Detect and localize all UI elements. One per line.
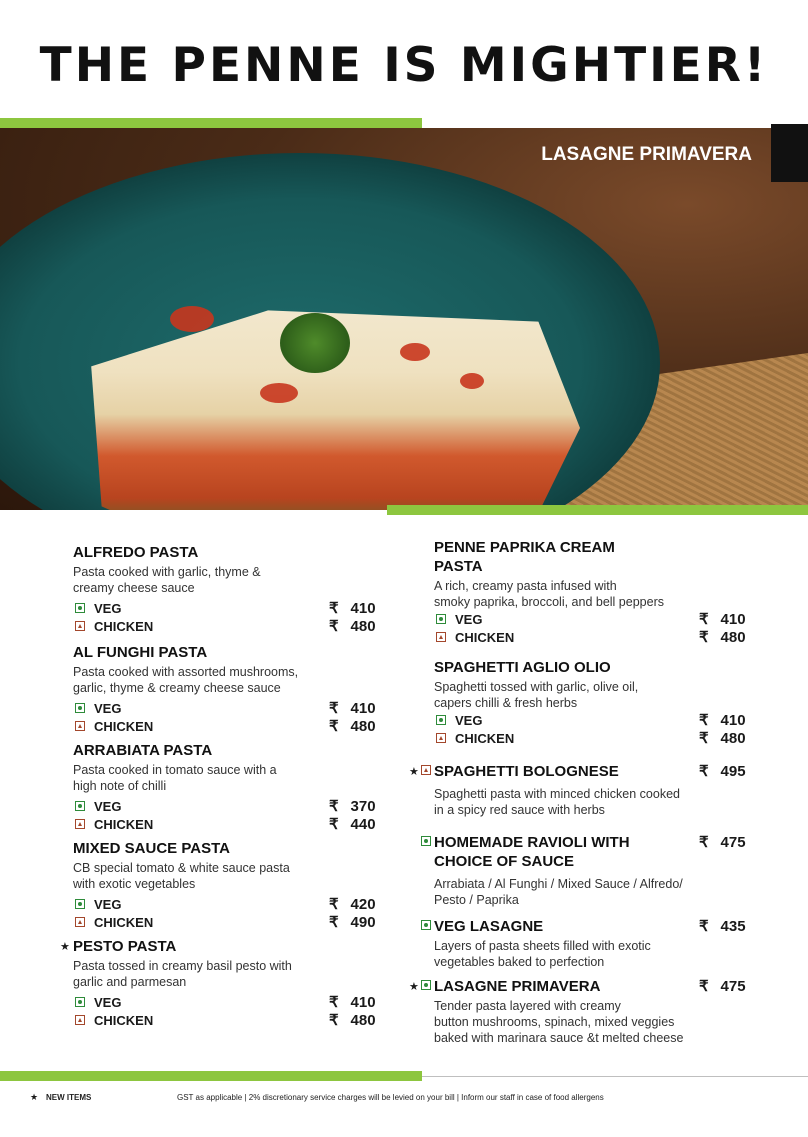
item-title: PENNE PAPRIKA CREAM PASTA <box>434 539 615 575</box>
variant-veg: VEG ₹ 410 <box>434 711 754 729</box>
variant-chicken: CHICKEN ₹ 480 <box>73 1011 393 1029</box>
item-description: CB special tomato & white sauce pasta with exotic vegetables <box>73 861 290 891</box>
item-description: A rich, creamy pasta infused with smoky paprika, broccoli, and bell peppers <box>434 579 664 609</box>
item-description: Spaghetti pasta with minced chicken cooked in a spicy red sauce with herbs <box>434 787 680 817</box>
nonveg-symbol-icon <box>436 632 446 642</box>
veg-symbol-icon <box>75 703 85 713</box>
bottom-accent-bar <box>0 1071 422 1081</box>
new-item-star-icon: ★ <box>409 981 419 993</box>
menu-item-arrabiata <box>73 741 393 833</box>
item-title: LASAGNE PRIMAVERA <box>434 978 601 995</box>
veg-symbol-icon <box>436 614 446 624</box>
item-title: ARRABIATA PASTA <box>73 742 213 759</box>
variant-chicken: CHICKEN ₹ 480 <box>434 729 754 747</box>
hero-dish-label: LASAGNE PRIMAVERA <box>541 144 752 165</box>
item-description: Layers of pasta sheets filled with exotic vegetables baked to perfection <box>434 939 651 969</box>
menu-item-aglio-olio <box>434 658 754 747</box>
parsley-garnish <box>280 313 350 373</box>
nonveg-symbol-icon <box>421 765 431 775</box>
variant-chicken: CHICKEN ₹ 440 <box>73 815 393 833</box>
item-description: Pasta cooked in tomato sauce with a high note of chilli <box>73 763 277 793</box>
corner-tab <box>771 124 808 182</box>
item-description: Pasta tossed in creamy basil pesto with garlic and parmesan <box>73 959 292 989</box>
nonveg-symbol-icon <box>75 819 85 829</box>
item-title: ALFREDO PASTA <box>73 544 199 561</box>
top-accent-bar <box>0 118 422 128</box>
item-description: Pasta cooked with garlic, thyme & creamy cheese sauce <box>73 565 261 595</box>
item-description: Spaghetti tossed with garlic, olive oil, capers chilli & fresh herbs <box>434 680 639 710</box>
new-items-legend: NEW ITEMS <box>46 1093 92 1102</box>
item-title: SPAGHETTI AGLIO OLIO <box>434 659 611 676</box>
menu-item-penne-paprika <box>434 538 754 646</box>
item-description: Pasta cooked with assorted mushrooms, garlic, thyme & creamy cheese sauce <box>73 665 299 695</box>
veg-symbol-icon <box>421 980 431 990</box>
sauce-dab <box>170 306 214 332</box>
nonveg-symbol-icon <box>75 621 85 631</box>
nonveg-symbol-icon <box>75 917 85 927</box>
menu-item-mixed-sauce <box>73 839 393 931</box>
item-price: ₹ 475 <box>699 834 746 851</box>
veg-symbol-icon <box>75 899 85 909</box>
veg-symbol-icon <box>421 836 431 846</box>
veg-symbol-icon <box>436 715 446 725</box>
item-price: ₹ 495 <box>699 763 746 780</box>
variant-veg: VEG ₹ 410 <box>73 699 393 717</box>
new-item-star-icon: ★ <box>60 941 70 953</box>
item-title: MIXED SAUCE PASTA <box>73 840 230 857</box>
bottom-divider <box>422 1076 808 1077</box>
veg-symbol-icon <box>75 997 85 1007</box>
new-item-star-icon: ★ <box>409 766 419 778</box>
variant-veg: VEG ₹ 370 <box>73 797 393 815</box>
mid-accent-bar <box>387 505 808 515</box>
menu-item-al-funghi <box>73 643 393 735</box>
sauce-dab <box>260 383 298 403</box>
item-title: AL FUNGHI PASTA <box>73 644 208 661</box>
item-title: VEG LASAGNE <box>434 918 544 935</box>
variant-chicken: CHICKEN ₹ 490 <box>73 913 393 931</box>
item-description: Arrabiata / Al Funghi / Mixed Sauce / Alfredo/ Pesto / Paprika <box>434 877 683 907</box>
menu-item-alfredo <box>73 543 393 635</box>
item-title: HOMEMADE RAVIOLI WITH CHOICE OF SAUCE <box>434 834 630 870</box>
page-title: THE PENNE IS MIGHTIER! <box>39 38 769 93</box>
footer-note: GST as applicable | 2% discretionary service charges will be levied on your bill | Inform our staff in case of food allergens <box>177 1093 604 1102</box>
menu-item-pesto <box>73 937 393 1029</box>
variant-veg: VEG ₹ 420 <box>73 895 393 913</box>
sauce-dab <box>400 343 430 361</box>
nonveg-symbol-icon <box>75 1015 85 1025</box>
item-price: ₹ 475 <box>699 978 746 995</box>
nonveg-symbol-icon <box>75 721 85 731</box>
sauce-dab <box>460 373 484 389</box>
item-description: Tender pasta layered with creamy button mushrooms, spinach, mixed veggies baked with marinara sauce &t melted cheese <box>434 999 684 1045</box>
veg-symbol-icon <box>75 801 85 811</box>
veg-symbol-icon <box>75 603 85 613</box>
variant-veg: VEG ₹ 410 <box>73 599 393 617</box>
item-title: SPAGHETTI BOLOGNESE <box>434 763 619 780</box>
nonveg-symbol-icon <box>436 733 446 743</box>
variant-chicken: CHICKEN ₹ 480 <box>434 628 754 646</box>
hero-photo <box>0 128 808 510</box>
item-price: ₹ 435 <box>699 918 746 935</box>
item-title: PESTO PASTA <box>73 938 177 955</box>
veg-symbol-icon <box>421 920 431 930</box>
variant-chicken: CHICKEN ₹ 480 <box>73 617 393 635</box>
variant-veg: VEG ₹ 410 <box>434 610 754 628</box>
new-item-legend-star-icon: ★ <box>30 1092 39 1102</box>
variant-chicken: CHICKEN ₹ 480 <box>73 717 393 735</box>
variant-veg: VEG ₹ 410 <box>73 993 393 1011</box>
